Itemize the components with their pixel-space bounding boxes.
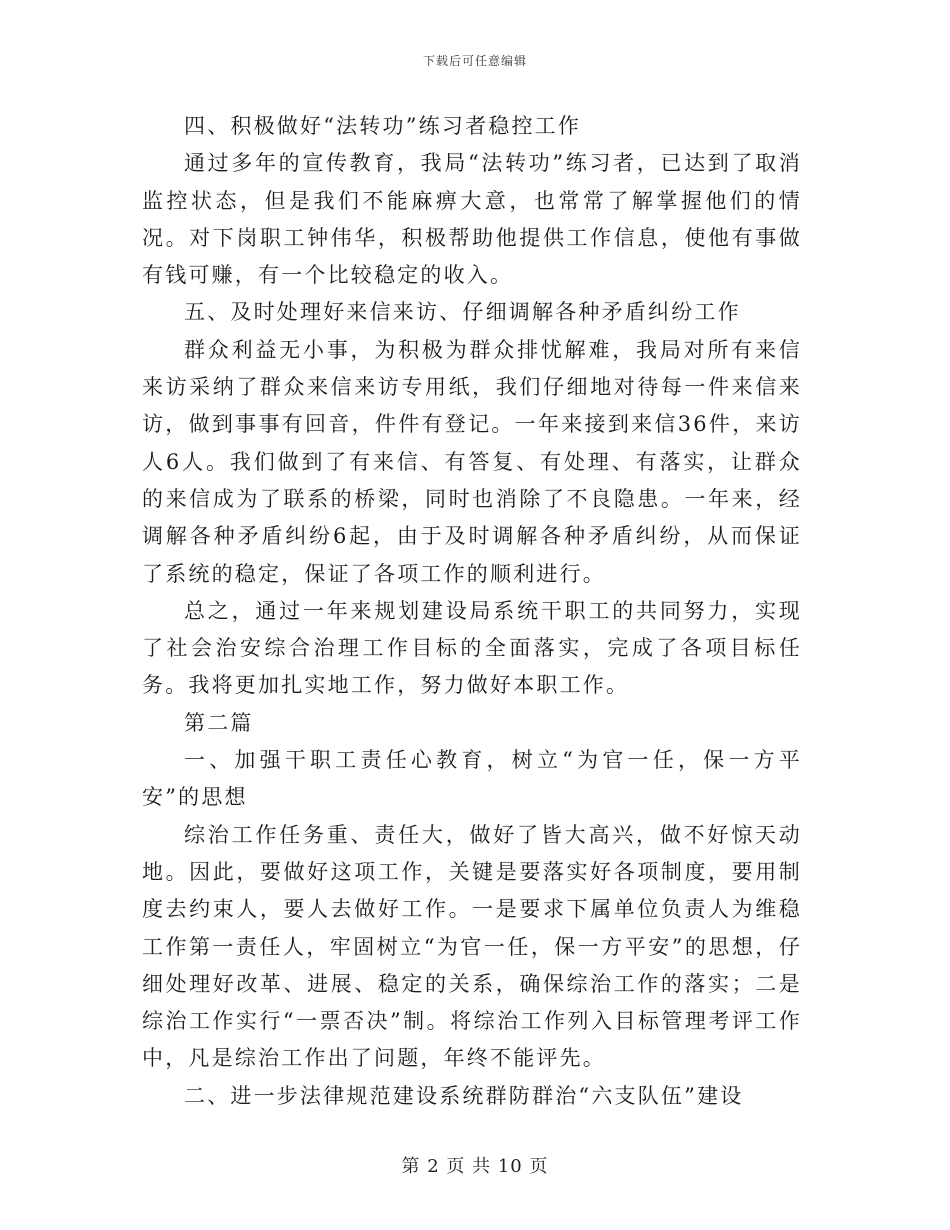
body-paragraph: 综治工作任务重、责任大，做好了皆大高兴，做不好惊天动地。因此，要做好这项工作，关键是要落实好各项制度，要用制度去约束人，要人去做好工作。一是要求下属单位负责人为维稳工作第一责任人，牢固树立“为官一任，保一方平安”的思想，仔细处理好改革、进展、稳定的关系，确保综治工作的落实；二是综治工作实行“一票否决”制。将综治工作列入目标管理考评工作中，凡是综治工作出了问题，年终不能评先。 — [142, 822, 802, 1071]
body-paragraph: 总之，通过一年来规划建设局系统干职工的共同努力，实现了社会治安综合治理工作目标的全面落实，完成了各项目标任务。我将更加扎实地工作，努力做好本职工作。 — [142, 598, 802, 698]
part-heading: 第二篇 — [184, 710, 254, 735]
section-heading-2: 二、进一步法律规范建设系统群防群治“六支队伍”建设 — [184, 1083, 744, 1108]
section-heading-5: 五、及时处理好来信来访、仔细调解各种矛盾纠纷工作 — [184, 300, 741, 325]
section-heading-4: 四、积极做好“法转功”练习者稳控工作 — [184, 114, 582, 138]
body-paragraph: 通过多年的宣传教育，我局“法转功”练习者，已达到了取消监控状态，但是我们不能麻痹大意，也常常了解掌握他们的情况。对下岗职工钟伟华，积极帮助他提供工作信息，使他有事做有钱可赚，有一个比较稳定的收入。 — [142, 151, 802, 288]
page-number: 第 2 页 共 10 页 — [401, 1156, 549, 1177]
page-header-note: 下载后可任意编辑 — [422, 54, 527, 68]
body-paragraph: 群众利益无小事，为积极为群众排忧解难，我局对所有来信来访采纳了群众来信来访专用纸，我们仔细地对待每一件来信来访，做到事事有回音，件件有登记。一年来接到来信36件，来访人6人。我们做到了有来信、有答复、有处理、有落实，让群众的来信成为了联系的桥梁，同时也消除了不良隐患。一年来，经调解各种矛盾纠纷6起，由于及时调解各种矛盾纠纷，从而保证了系统的稳定，保证了各项工作的顺利进行。 — [142, 337, 802, 586]
document-body — [142, 108, 802, 1115]
section-heading-1: 一、加强干职工责任心教育，树立“为官一任，保一方平安”的思想 — [142, 748, 802, 810]
